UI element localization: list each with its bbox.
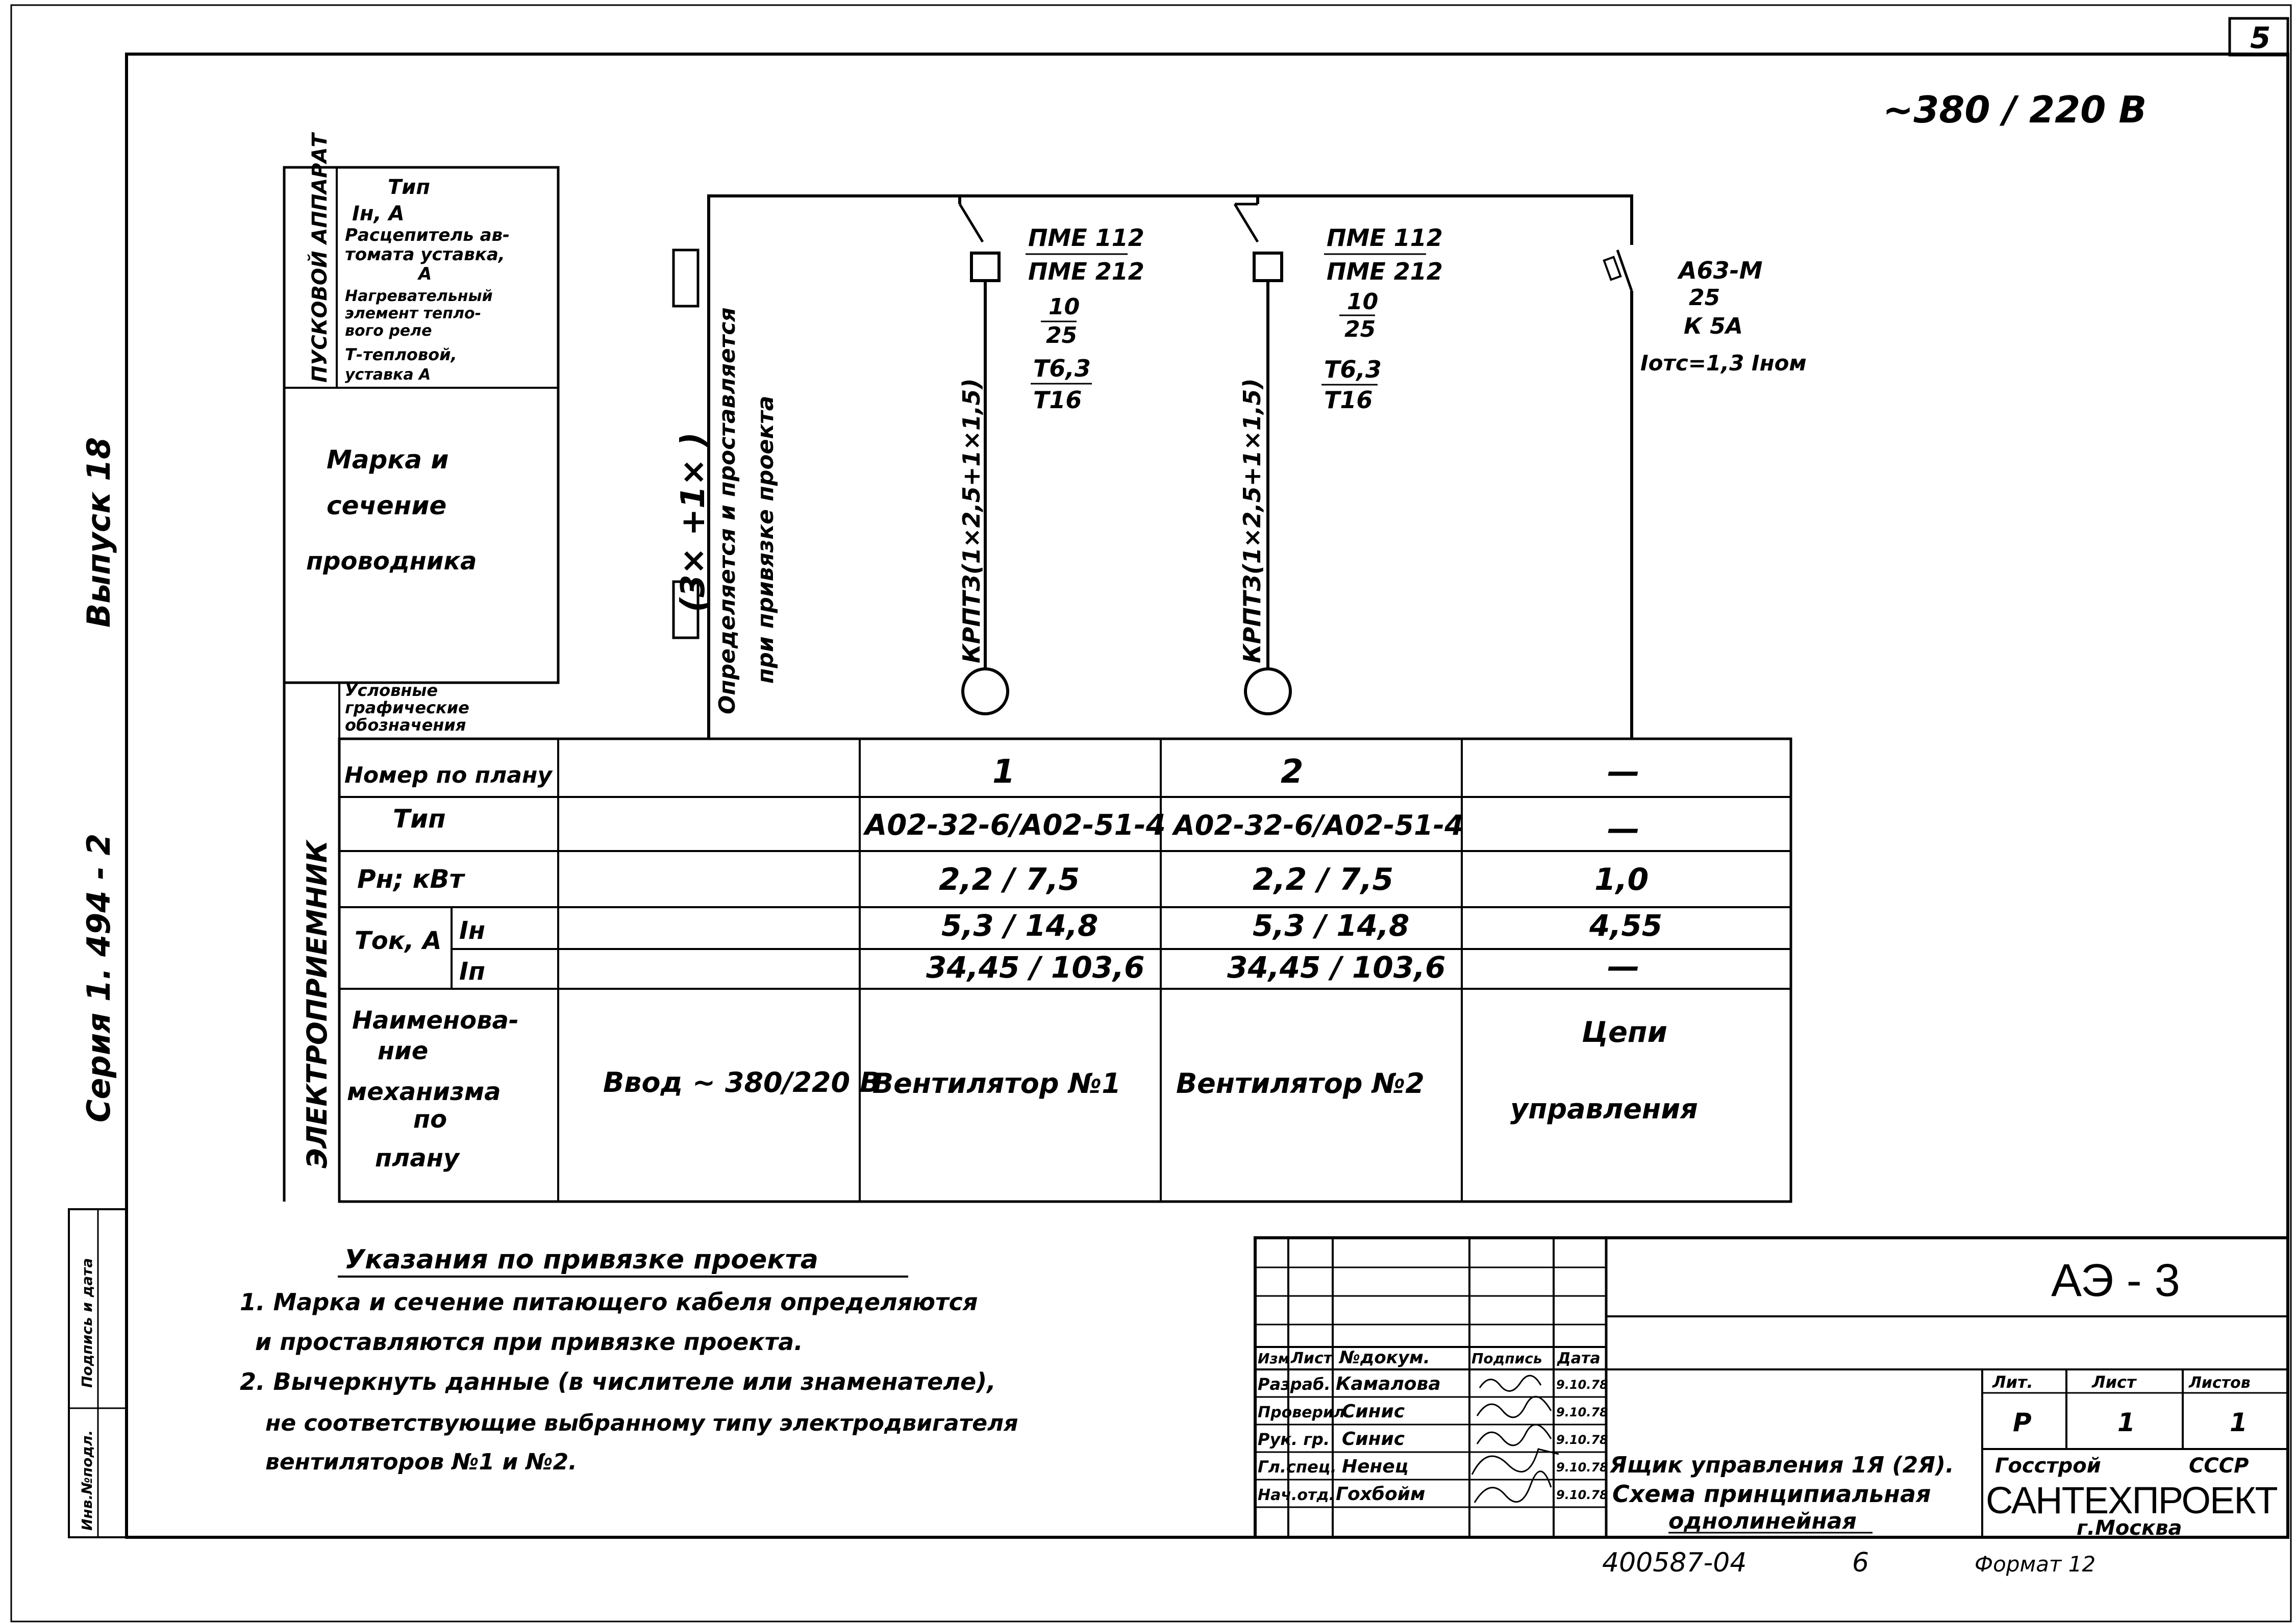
starter-2-thermal-1: Т16	[1324, 386, 1373, 414]
schematic	[673, 196, 1807, 739]
starter-1-thermal-0: Т6,3	[1033, 355, 1091, 382]
instructions	[240, 1244, 1018, 1475]
doc-title-0: Ящик управления 1Я (2Я).	[1610, 1452, 1954, 1478]
feeder-1-i-start: 34,45 / 103,6	[926, 950, 1145, 985]
starter-param-2: Расцепитель ав-	[345, 225, 510, 245]
instruction-line-0: 1. Марка и сечение питающего кабеля определяются	[240, 1288, 978, 1316]
org-ussr: СССР	[2189, 1454, 2249, 1478]
row-label-name-3: по	[413, 1105, 447, 1134]
stage-value-sheet: 1	[2117, 1408, 2135, 1437]
voltage-label: ~380 / 220 В	[1883, 88, 2147, 131]
feeder-3-power: 1,0	[1594, 862, 1649, 897]
tb-date-2: 9.10.78	[1556, 1433, 1608, 1447]
tb-role-2: Рук. гр.	[1258, 1430, 1330, 1449]
feeder-2-name: Вентилятор №2	[1176, 1067, 1425, 1100]
tb-role-1: Проверил	[1258, 1404, 1345, 1421]
row-label-type: Тип	[393, 804, 446, 834]
stage-label-sheets: Листов	[2189, 1374, 2251, 1392]
org-name: САНТЕХПРОЕКТ	[1986, 1479, 2277, 1521]
row-label-name-4: плану	[375, 1144, 460, 1172]
starter-1-relay	[971, 253, 999, 281]
tb-role-0: Разраб.	[1258, 1375, 1331, 1394]
starter-param-5: Нагревательный	[345, 287, 493, 305]
feeder-2-power: 2,2 / 7,5	[1253, 862, 1394, 897]
starter-1-setting-1: 25	[1046, 322, 1078, 348]
stage-value-sheets: 1	[2230, 1408, 2248, 1437]
page-number: 5	[2250, 20, 2271, 55]
stage-label-lit: Лит.	[1992, 1372, 2033, 1392]
org-city: г.Москва	[2077, 1516, 2182, 1540]
breaker-3-factor: К 5А	[1684, 313, 1743, 339]
starter-1-type-0: ПМЕ 112	[1028, 224, 1144, 252]
tb-header-date: Дата	[1557, 1350, 1601, 1367]
row-label-plan-no: Номер по плану	[344, 762, 553, 788]
instruction-line-4: вентиляторов №1 и №2.	[265, 1449, 577, 1475]
starter-2-type-1: ПМЕ 212	[1327, 258, 1443, 285]
starter-2-setting-0: 10	[1347, 289, 1379, 315]
tb-name-0: Камалова	[1336, 1374, 1441, 1394]
feeder-2-i-nom: 5,3 / 14,8	[1253, 908, 1410, 943]
starter-param-4: А	[418, 264, 432, 284]
tb-name-4: Гохбойм	[1336, 1484, 1426, 1505]
doc-title-2: однолинейная	[1668, 1508, 1857, 1534]
instruction-line-1: и проставляются при привязке проекта.	[255, 1328, 803, 1356]
copy-number: 6	[1852, 1547, 1869, 1578]
feeder-2-type: А02-32-6/А02-51-4	[1174, 809, 1464, 841]
instruction-line-2: 2. Вычеркнуть данные (в числителе или знаменателе),	[240, 1368, 996, 1395]
tb-name-2: Синис	[1342, 1429, 1405, 1450]
stamp-inventory: Инв.№подл.	[79, 1430, 95, 1531]
tb-header-sign: Подпись	[1471, 1350, 1542, 1367]
row-label-power: Рн; кВт	[357, 864, 464, 894]
stage-label-sheet: Лист	[2092, 1372, 2136, 1392]
input-name: Ввод ~ 380/220 В	[603, 1066, 881, 1098]
breaker-3-type: А63-М	[1679, 257, 1763, 284]
breaker-3-trip-setting: Iотс=1,3 Iном	[1640, 351, 1807, 376]
symbols-label-0: Условные	[345, 681, 438, 700]
row-label-name-0: Наименова-	[352, 1006, 519, 1035]
row-label-i-start: Iп	[459, 957, 486, 986]
tb-date-3: 9.10.78	[1556, 1460, 1608, 1475]
starter-2-type-0: ПМЕ 112	[1327, 224, 1443, 252]
conductor-label-0: Марка и	[327, 445, 449, 475]
starter-param-7: вого реле	[345, 322, 432, 340]
tb-name-3: Ненец	[1342, 1456, 1409, 1477]
row-label-name-1: ние	[378, 1037, 429, 1065]
feeder-1-i-nom: 5,3 / 14,8	[941, 908, 1099, 943]
starter-group-label: ПУСКОВОЙ АППАРАТ	[308, 133, 332, 383]
tb-date-4: 9.10.78	[1556, 1488, 1608, 1502]
feeder-1-name: Вентилятор №1	[872, 1067, 1121, 1100]
starter-param-8: Т-тепловой,	[345, 345, 457, 364]
feeder-3-i-start: —	[1607, 948, 1640, 986]
tb-header-change: Изм	[1258, 1350, 1290, 1367]
starter-param-9: уставка А	[345, 366, 431, 384]
input-cable-label: (3× +1× )	[675, 432, 712, 612]
stamp-signature: Подпись и дата	[79, 1258, 95, 1388]
breaker-3-rating: 25	[1689, 285, 1720, 311]
feeder-3-i-nom: 4,55	[1589, 908, 1663, 943]
tb-header-doc: №докум.	[1339, 1347, 1430, 1368]
starter-1-thermal-1: Т16	[1033, 386, 1082, 414]
starter-1-type-1: ПМЕ 212	[1028, 258, 1144, 285]
starter-param-6: элемент тепло-	[345, 305, 482, 322]
tb-date-0: 9.10.78	[1556, 1378, 1608, 1392]
starter-param-1: Iн, А	[352, 202, 405, 226]
instruction-line-3: не соответствующие выбранному типу электродвигателя	[265, 1410, 1018, 1436]
motor-1-symbol	[963, 669, 1008, 714]
feeder-3-name-0: Цепи	[1582, 1016, 1667, 1049]
title-block	[1255, 1238, 2288, 1540]
symbols-label-2: обозначения	[345, 715, 466, 735]
starter-2-relay	[1254, 253, 1282, 281]
feeder-3-name-1: управления	[1510, 1093, 1698, 1125]
data-table	[339, 739, 1791, 1202]
row-label-name-2: механизма	[347, 1078, 501, 1106]
input-cable-note-0: Определяется и проставляется	[714, 307, 740, 714]
starter-param-0: Тип	[388, 176, 430, 199]
margin	[69, 437, 127, 1537]
breaker-3-trip	[1604, 257, 1620, 280]
feeder-1-power: 2,2 / 7,5	[939, 862, 1080, 897]
format-label: Формат 12	[1975, 1552, 2096, 1577]
feeder-3-type: —	[1607, 810, 1640, 848]
conductor-label-1: сечение	[327, 491, 447, 520]
signature-marks	[1472, 1376, 1559, 1503]
series-label: Серия 1. 494 - 2	[80, 833, 117, 1122]
footer	[1602, 1547, 2095, 1578]
input-cable-neutral-box	[673, 250, 698, 306]
symbols-label-1: графические	[345, 698, 469, 717]
issue-label: Выпуск 18	[80, 437, 117, 628]
feeder-3-plan-no: —	[1607, 753, 1640, 791]
feeder-2-i-start: 34,45 / 103,6	[1227, 950, 1446, 985]
feeder-1-plan-no: 1	[992, 753, 1015, 791]
starter-param-3: томата уставка,	[345, 244, 505, 265]
row-label-i-nom: Iн	[459, 916, 486, 945]
tb-name-1: Синис	[1342, 1401, 1405, 1422]
motor-2-symbol	[1245, 669, 1290, 714]
drawing-code: АЭ - 3	[2051, 1255, 2180, 1306]
tb-role-4: Нач.отд.	[1258, 1486, 1335, 1504]
feeder-2-plan-no: 2	[1281, 753, 1304, 791]
instructions-title: Указания по привязке проекта	[344, 1244, 818, 1275]
conductor-label-2: проводника	[306, 547, 477, 576]
receiver-group-label: ЭЛЕКТРОПРИЕМНИК	[301, 840, 333, 1168]
inventory-number: 400587-04	[1602, 1547, 1747, 1578]
tb-header-sheet: Лист	[1291, 1350, 1333, 1367]
starter-2-thermal-0: Т6,3	[1324, 356, 1382, 383]
feeder-2-cable: КРПТЗ(1×2,5+1×1,5)	[1238, 378, 1266, 663]
starter-1-setting-0: 10	[1049, 294, 1080, 320]
doc-title-1: Схема принципиальная	[1612, 1480, 1931, 1508]
tb-role-3: Гл.спец.	[1258, 1457, 1337, 1477]
starter-2-setting-1: 25	[1344, 316, 1376, 342]
tb-date-1: 9.10.78	[1556, 1405, 1608, 1419]
org-gosstroy: Госстрой	[1995, 1454, 2101, 1478]
row-label-current: Ток, А	[355, 927, 442, 955]
feeder-1-cable: КРПТЗ(1×2,5+1×1,5)	[958, 378, 985, 663]
stage-value-lit: Р	[2013, 1408, 2032, 1437]
input-cable-note-1: при привязке проекта	[753, 395, 779, 684]
feeder-1-type: А02-32-6/А02-51-4	[865, 809, 1166, 842]
